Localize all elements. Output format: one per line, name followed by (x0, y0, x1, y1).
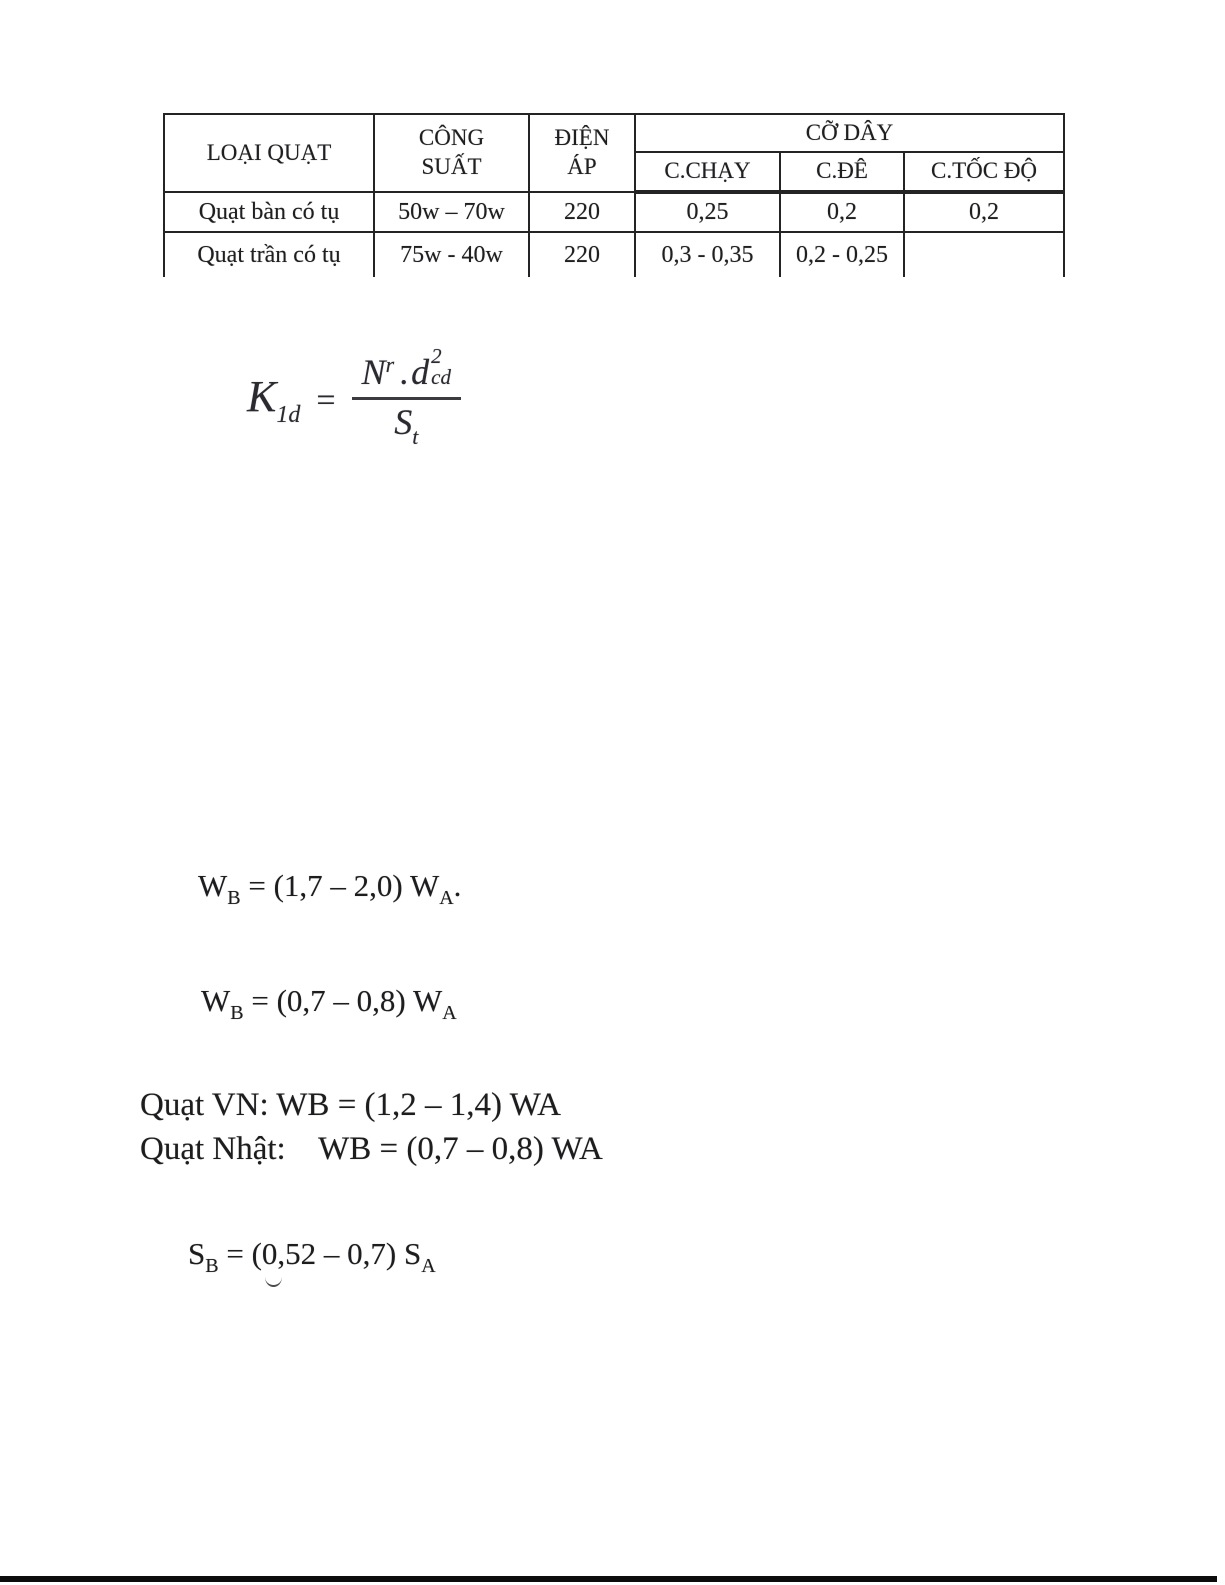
denominator-subscript: t (412, 423, 419, 449)
line-quat-vn: Quạt VN: WB = (1,2 – 1,4) WA (140, 1087, 562, 1123)
formula-fraction (352, 344, 461, 449)
fan-spec-table-container (163, 113, 1065, 277)
cell-dien-ap: 220 (529, 232, 635, 277)
d-sup-sub-stack (431, 346, 451, 388)
fan-spec-table (163, 113, 1065, 277)
col-header-c-toc-do: C.TỐC ĐỘ (904, 152, 1064, 192)
scan-artifact-breve (265, 1277, 282, 1287)
page-bottom-scan-bar (0, 1576, 1217, 1582)
cell-cong-suat: 50w – 70w (374, 192, 529, 232)
subscript-b: B (230, 1002, 244, 1024)
equation-sb-range: $S_B = (0,52 - 0,7)$ $S_A$ (188, 1236, 436, 1277)
formula-lhs: $K_{1d}$ (247, 371, 301, 428)
cell-loai: Quạt trần có tụ (164, 232, 374, 277)
col-header-dien-ap: ĐIỆN ÁP (529, 114, 635, 192)
d-superscript: 2 (431, 344, 442, 368)
cell-cong-suat: 75w - 40w (374, 232, 529, 277)
cell-dien-ap: 220 (529, 192, 635, 232)
col-header-c-chay: C.CHẠY (635, 152, 780, 192)
fraction-numerator: N $^r$ . d 2 cd (352, 352, 461, 400)
numerator-n-subscript: r (385, 352, 395, 377)
cell-c-de: 0,2 (780, 192, 904, 232)
subscript-b: B (227, 887, 241, 909)
table-row-quat-ban (164, 192, 1064, 232)
subscript-a: A (442, 1002, 457, 1024)
col-header-loai-quat: LOẠI QUẠT (164, 114, 374, 192)
col-header-c-de: C.ĐÊ (780, 152, 904, 192)
cell-c-toc-do: 0,2 (904, 192, 1064, 232)
cell-c-toc-do (904, 232, 1064, 277)
cell-c-chay: 0,25 (635, 192, 780, 232)
col-header-cong-suat: CÔNG SUẤT (374, 114, 529, 192)
table-row-quat-tran (164, 232, 1064, 277)
subscript-a: A (421, 1255, 436, 1277)
col-header-co-day: CỠ DÂY (635, 114, 1064, 152)
equation-wb-range2: $W_B = (0,7 - 0,8)$ $W_A$ (201, 983, 457, 1024)
cell-c-de: 0,2 - 0,25 (780, 232, 904, 277)
formula-lhs-subscript: 1d (276, 401, 301, 428)
formula-k1d (247, 344, 461, 449)
subscript-b: B (205, 1255, 219, 1277)
cell-c-chay: 0,3 - 0,35 (635, 232, 780, 277)
cell-loai: Quạt bàn có tụ (164, 192, 374, 232)
equals-sign: = (316, 381, 336, 419)
d-subscript: cd (431, 365, 451, 389)
subscript-a: A (439, 887, 454, 909)
equation-wb-range1: $W_B = (1,7 - 2,0)$ $W_A$. (198, 868, 462, 909)
fraction-denominator: $S_t$ (394, 402, 419, 449)
line-quat-nhat: Quạt Nhật: WB = (0,7 – 0,8) WA (140, 1131, 603, 1167)
multiplication-dot: . (400, 352, 410, 392)
